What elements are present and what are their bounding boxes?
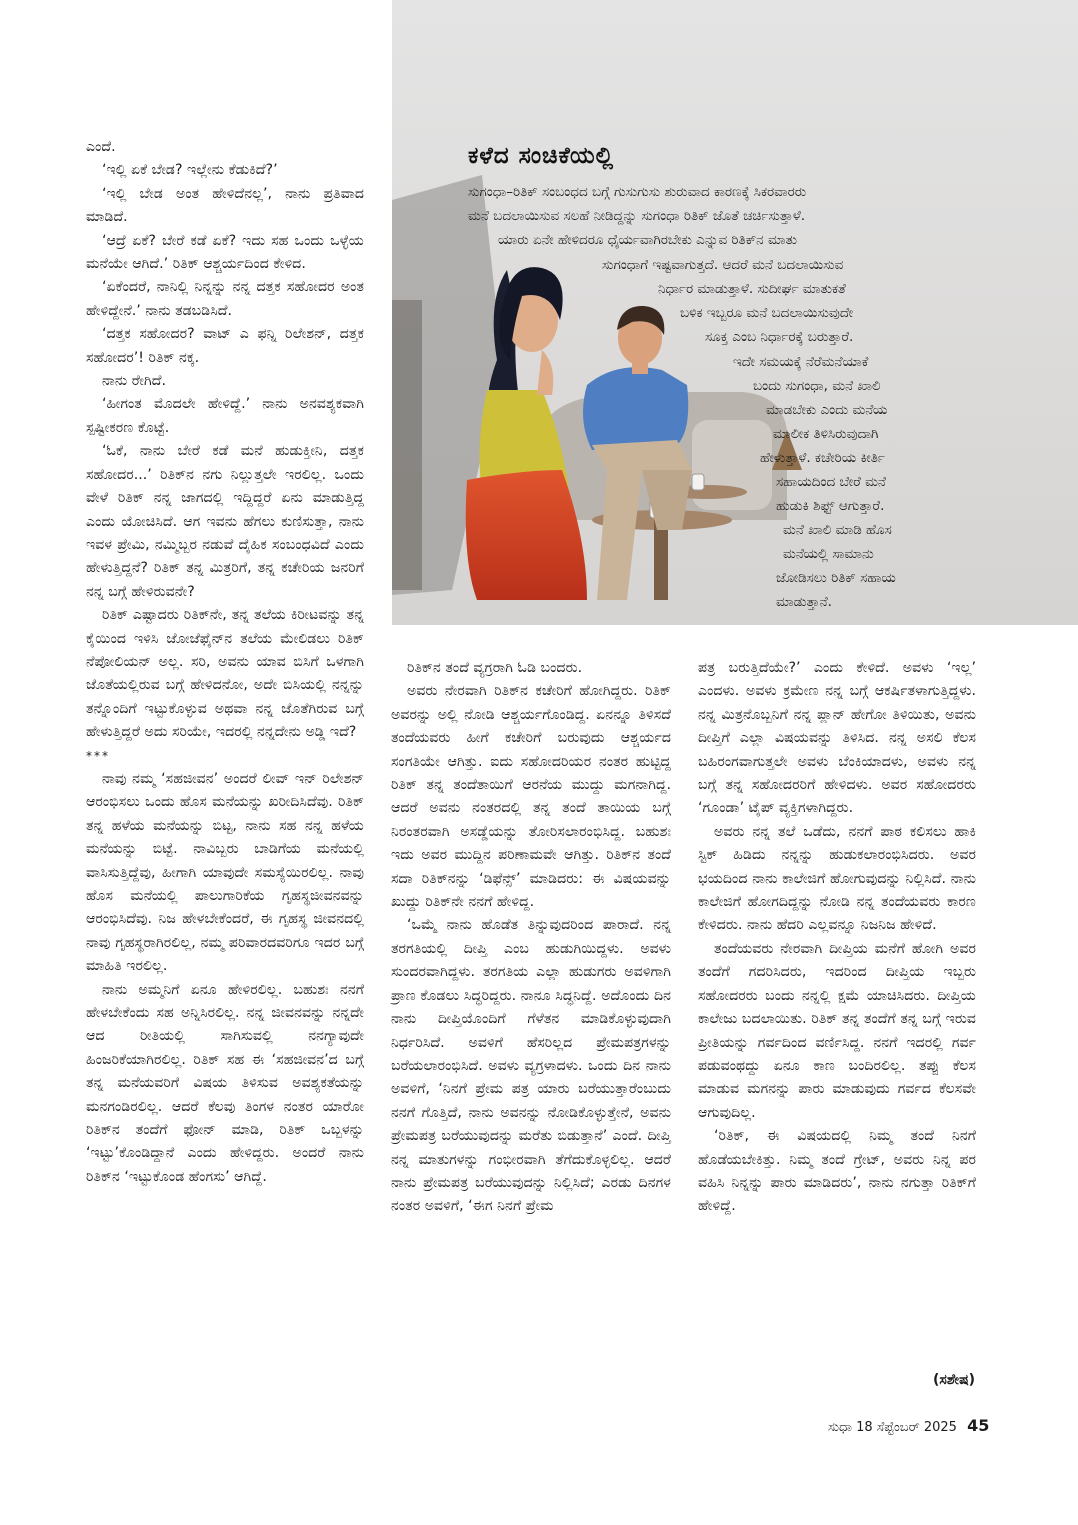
paragraph: ಪತ್ರ ಬರುತ್ತಿದೆಯೇ?’ ಎಂದು ಕೇಳಿದೆ. ಅವಳು ‘ಇಲ್ಲ’ ಎಂದಳು. ಅವಳು ಕ್ರಮೇಣ ನನ್ನ ಬಗ್ಗೆ ಆಕರ್ಷಿತಳಾಗುತ್ತಿದ್ದಳು. ನನ್ನ ಮಿತ್ರನೊಬ್ಬನಿಗೆ ನನ್ನ ಪ್ಲಾನ್ ಹೇಗೋ ತಿಳಿಯಿತು, ಅವನು ದೀಪ್ತಿಗೆ ಎಲ್ಲಾ ವಿಷಯವನ್ನು ತಿಳಿಸಿದ. ನನ್ನ ಅಸಲಿ ಕೆಲಸ ಬಹಿರಂಗವಾಗುತ್ತಲೇ ಅವಳು ಬೆಂಕಿಯಾದಳು, ಅವಳು ನನ್ನ ಬಗ್ಗೆ ತನ್ನ ಸಹೋದರರಿಗೆ ಹೇಳಿದಳು. ಅವರ ಸಹೋದರರು ‘ಗೂಂಡಾ’ ಟೈಪ್ ವ್ಯಕ್ತಿಗಳಾಗಿದ್ದರು.: [698, 660, 976, 817]
paragraph: ಅವರು ನೇರವಾಗಿ ರಿತಿಕ್‌ನ ಕಚೇರಿಗೆ ಹೋಗಿದ್ದರು. ರಿತಿಕ್ ಅವರನ್ನು ಅಲ್ಲಿ ನೋಡಿ ಆಶ್ಚರ್ಯಗೊಂಡಿದ್ದ. ಏನನ್ನೂ ತಿಳಿಸದೆ ತಂದೆಯವರು ಹೀಗೆ ಕಚೇರಿಗೆ ಬರುವುದು ಆಶ್ಚರ್ಯದ ಸಂಗತಿಯೇ ಆಗಿತ್ತು. ಐದು ಸಹೋದರಿಯರ ನಂತರ ಹುಟ್ಟಿದ್ದ ರಿತಿಕ್ ತನ್ನ ತಂದೆತಾಯಿಗೆ ಆರನೆಯ ಮುದ್ದು ಮಗನಾಗಿದ್ದ. ಆದರೆ ಅವನು ನಂತರದಲ್ಲಿ ತನ್ನ ತಂದೆ ತಾಯಿಯ ಬಗ್ಗೆ ನಿರಂತರವಾಗಿ ಅಸಡ್ಡೆಯನ್ನು ತೋರಿಸಲಾರಂಭಿಸಿದ್ದ. ಬಹುಶಃ ಇದು ಅವರ ಮುದ್ದಿನ ಪರಿಣಾಮವೇ ಆಗಿತ್ತು. ರಿತಿಕ್‌ನ ತಂದೆ ಸದಾ ರಿತಿಕ್‌ನನ್ನು ‘ಡಿಫೆನ್ಸ್’ ಮಾಡಿದರು: ಈ ವಿಷಯವನ್ನು ಖುದ್ದು ರಿತಿಕ್‌ನೇ ನನಗೆ ಹೇಳಿದ್ದ.: [391, 683, 671, 911]
paragraph: ‘ದತ್ತಕ ಸಹೋದರ? ವಾಟ್ ಎ ಫನ್ನಿ ರಿಲೇಶನ್, ದತ್ತಕ ಸಹೋದರ’! ರಿತಿಕ್ ನಕ್ಕ.: [86, 326, 364, 366]
summary-line: ಬಳಿಕ ಇಬ್ಬರೂ ಮನೆ ಬದಲಾಯಿಸುವುದೇ: [680, 305, 854, 321]
paragraph: ರಿತಿಕ್‌ನ ತಂದೆ ವ್ಯಗ್ರರಾಗಿ ಓಡಿ ಬಂದರು.: [407, 660, 583, 676]
paragraph: ‘ಹೀಗಂತ ಮೊದಲೇ ಹೇಳಿದ್ದೆ.’ ನಾನು ಅನವಶ್ಯಕವಾಗಿ ಸ್ಪಷ್ಟೀಕರಣ ಕೊಟ್ಟೆ.: [86, 396, 364, 436]
summary-line: ಸುಗಂಧಾ–ರಿತಿಕ್ ಸಂಬಂಧದ ಬಗ್ಗೆ ಗುಸುಗುಸು ಶುರುವಾದ ಕಾರಣಕ್ಕೆ ಸಿಕರವಾರರು: [468, 184, 807, 200]
paragraph: ‘ರಿತಿಕ್, ಈ ವಿಷಯದಲ್ಲಿ ನಿಮ್ಮ ತಂದೆ ನಿನಗೆ ಹೊಡೆಯಬೇಕಿತ್ತು. ನಿಮ್ಮ ತಂದೆ ಗ್ರೇಟ್, ಅವರು ನಿನ್ನ ಪರ ವಹಿಸಿ ನಿನ್ನನ್ನು ಪಾರು ಮಾಡಿದರು’, ನಾನು ನಗುತ್ತಾ ರಿತಿಕ್‌ಗೆ ಹೇಳಿದ್ದೆ.: [698, 1128, 976, 1215]
article-column-1: [86, 136, 364, 1189]
summary-line: ಮಾಡಬೇಕು ಎಂದು ಮನೆಯ: [766, 402, 888, 418]
paragraph: ‘ಇಲ್ಲಿ ಬೇಡ ಅಂತ ಹೇಳಿದೆನಲ್ಲ’, ನಾನು ಪ್ರತಿವಾದ ಮಾಡಿದೆ.: [86, 185, 364, 226]
paragraph: ನಾವು ನಮ್ಮ ‘ಸಹಜೀವನ’ ಅಂದರೆ ಲೀವ್ ಇನ್ ರಿಲೇಶನ್ ಆರಂಭಿಸಲು ಒಂದು ಹೊಸ ಮನೆಯನ್ನು ಖರೀದಿಸಿದೆವು. ರಿತಿಕ್ ತನ್ನ ಹಳೆಯ ಮನೆಯನ್ನು ಬಿಟ್ಟ, ನಾನು ಸಹ ನನ್ನ ಹಳೆಯ ಮನೆಯನ್ನು ಬಿಟ್ಟೆ. ನಾವಿಬ್ಬರು ಬಾಡಿಗೆಯ ಮನೆಯಲ್ಲಿ ವಾಸಿಸುತ್ತಿದ್ದೆವು, ಹೀಗಾಗಿ ಯಾವುದೇ ಸಮಸ್ಯೆಯಿರಲಿಲ್ಲ. ನಾವು ಹೊಸ ಮನೆಯಲ್ಲಿ ಪಾಲುಗಾರಿಕೆಯ ಗೃಹಸ್ಥಜೀವನವನ್ನು ಆರಂಭಿಸಿದೆವು. ನಿಜ ಹೇಳಬೇಕೆಂದರೆ, ಈ ಗೃಹಸ್ಥ ಜೀವನದಲ್ಲಿ ನಾವು ಗೃಹಸ್ಥರಾಗಿರಲಿಲ್ಲ, ನಮ್ಮ ಪರಿವಾರದವರಿಗೂ ಇದರ ಬಗ್ಗೆ ಮಾಹಿತಿ ಇರಲಿಲ್ಲ.: [86, 770, 364, 975]
summary-line: ಮಾಲೀಕ ತಿಳಿಸಿರುವುದಾಗಿ: [773, 426, 879, 442]
paragraph: ‘ಆದ್ರೆ ಏಕೆ? ಬೇರೆ ಕಡೆ ಏಕೆ? ಇದು ಸಹ ಒಂದು ಒಳ್ಳೆಯ ಮನೆಯೇ ಆಗಿದೆ.’ ರಿತಿಕ್ ಆಶ್ಚರ್ಯದಿಂದ ಕೇಳಿದ.: [86, 232, 364, 273]
summary-line: ಸಹಾಯದಿಂದ ಬೇರೆ ಮನೆ: [776, 474, 886, 490]
summary-line: ನಿರ್ಧಾರ ಮಾಡುತ್ತಾಳೆ. ಸುದೀರ್ಘ ಮಾತುಕತೆ: [658, 281, 846, 297]
summary-line: ಮನೆ ಖಾಲಿ ಮಾಡಿ ಹೊಸ: [783, 522, 892, 538]
paragraph: ಎಂದೆ.: [86, 139, 116, 155]
paragraph: ನಾನು ರೇಗಿದೆ.: [102, 373, 166, 390]
article-column-2: [391, 657, 671, 1219]
recap-title: ಕಳೆದ ಸಂಚಿಕೆಯಲ್ಲಿ: [468, 143, 615, 169]
summary-line: ಇದೇ ಸಮಯಕ್ಕೆ ನೆರೆಮನೆಯಾಕೆ: [733, 354, 869, 370]
paragraph: ರಿತಿಕ್ ಎಷ್ಟಾದರು ರಿತಿಕ್‌ನೇ, ತನ್ನ ತಲೆಯ ಕಿರೀಟವನ್ನು ತನ್ನ ಕೈಯಿಂದ ಇಳಿಸಿ ಜೋಜೆಫೈನ್‌ನ ತಲೆಯ ಮೇಲಿಡಲು ರಿತಿಕ್ ನೆಪೋಲಿಯನ್ ಅಲ್ಲ. ಸರಿ, ಅವನು ಯಾವ ಬಿಸಿಗೆ ಒಳಗಾಗಿ ಜೊತೆಯಲ್ಲಿರುವ ಬಗ್ಗೆ ಹೇಳಿದನೋ, ಅದೇ ಬಿಸಿಯಲ್ಲಿ ನನ್ನನ್ನು ತನ್ನೊಂದಿಗೆ ಇಟ್ಟುಕೊಳ್ಳುವ ಅಥವಾ ನನ್ನ ಜೊತೆಗಿರುವ ಬಗ್ಗೆ ಹೇಳುತ್ತಿದ್ದರೆ ಅದು ಸರಿಯೇ, ಇದರಲ್ಲಿ ನನ್ನದೇನು ಅಡ್ಡಿ ಇದೆ?: [86, 607, 364, 741]
paragraph: ‘ಒಮ್ಮೆ ನಾನು ಹೊಡೆತ ತಿನ್ನುವುದರಿಂದ ಪಾರಾದೆ. ನನ್ನ ತರಗತಿಯಲ್ಲಿ ದೀಪ್ತಿ ಎಂಬ ಹುಡುಗಿಯಿದ್ದಳು. ಅವಳು ಸುಂದರವಾಗಿದ್ದಳು. ತರಗತಿಯ ಎಲ್ಲಾ ಹುಡುಗರು ಅವಳಿಗಾಗಿ ಪ್ರಾಣ ಕೊಡಲು ಸಿದ್ಧರಿದ್ದರು. ನಾನೂ ಸಿದ್ಧನಿದ್ದೆ. ಅದೊಂದು ದಿನ ನಾನು ದೀಪ್ತಿಯೊಂದಿಗೆ ಗೆಳೆತನ ಮಾಡಿಕೊಳ್ಳುವುದಾಗಿ ನಿರ್ಧರಿಸಿದೆ. ಅವಳಿಗೆ ಹೆಸರಿಲ್ಲದ ಪ್ರೇಮಪತ್ರಗಳನ್ನು ಬರೆಯಲಾರಂಭಿಸಿದೆ. ಅವಳು ವ್ಯಗ್ರಳಾದಳು. ಒಂದು ದಿನ ನಾನು ಅವಳಿಗೆ, ‘ನಿನಗೆ ಪ್ರೇಮ ಪತ್ರ ಯಾರು ಬರೆಯುತ್ತಾರೆಂಬುದು ನನಗೆ ಗೊತ್ತಿದೆ, ನಾನು ಅವನನ್ನು ನೋಡಿಕೊಳ್ಳುತ್ತೇನೆ, ಅವನು ಪ್ರೇಮಪತ್ರ ಬರೆಯುವುದನ್ನು ಮರೆತು ಬಿಡುತ್ತಾನೆ’ ಎಂದೆ. ದೀಪ್ತಿ ನನ್ನ ಮಾತುಗಳನ್ನು ಗಂಭೀರವಾಗಿ ತೆಗೆದುಕೊಳ್ಳಲಿಲ್ಲ. ಆದರೆ ನಾನು ಪ್ರೇಮಪತ್ರ ಬರೆಯುವುದನ್ನು ನಿಲ್ಲಿಸಿದೆ; ಎರಡು ದಿನಗಳ ನಂತರ ಅವಳಿಗೆ, ‘ಈಗ ನಿನಗೆ ಪ್ರೇಮ: [391, 917, 671, 1215]
summary-line: ಮಾಡುತ್ತಾನೆ.: [776, 594, 832, 610]
summary-line: ಸುಗಂಧಾಗೆ ಇಷ್ಟವಾಗುತ್ತದೆ. ಆದರೆ ಮನೆ ಬದಲಾಯಿಸುವ: [602, 257, 844, 273]
summary-line: ಹುಡುಕಿ ಶಿಫ್ಟ್ ಆಗುತ್ತಾರೆ.: [776, 498, 885, 514]
summary-line: ಮನೆಯಲ್ಲಿ ಸಾಮಾನು: [783, 546, 874, 562]
page-number: 45: [967, 1416, 990, 1435]
summary-line: ಸೂಕ್ತ ಎಂಬ ನಿರ್ಧಾರಕ್ಕೆ ಬರುತ್ತಾರೆ.: [705, 329, 854, 345]
article-column-3: [698, 657, 976, 1219]
paragraph: ಅವರು ನನ್ನ ತಲೆ ಒಡೆದು, ನನಗೆ ಪಾಠ ಕಲಿಸಲು ಹಾಕಿ ಸ್ಟಿಕ್ ಹಿಡಿದು ನನ್ನನ್ನು ಹುಡುಕಲಾರಂಭಿಸಿದರು. ಅವರ ಭಯದಿಂದ ನಾನು ಕಾಲೇಜಿಗೆ ಹೋಗುವುದನ್ನು ನಿಲ್ಲಿಸಿದೆ. ನಾನು ಕಾಲೇಜಿಗೆ ಹೋಗದಿದ್ದನ್ನು ನೋಡಿ ನನ್ನ ತಂದೆಯವರು ಕಾರಣ ಕೇಳಿದರು. ನಾನು ಹೆದರಿ ಎಲ್ಲವನ್ನೂ ನಿಜನಿಜ ಹೇಳಿದೆ.: [698, 823, 976, 934]
paragraph: ತಂದೆಯವರು ನೇರವಾಗಿ ದೀಪ್ತಿಯ ಮನೆಗೆ ಹೋಗಿ ಅವರ ತಂದೆಗೆ ಗದರಿಸಿದರು, ಇದರಿಂದ ದೀಪ್ತಿಯ ಇಬ್ಬರು ಸಹೋದರರು ಬಂದು ನನ್ನಲ್ಲಿ ಕ್ಷಮೆ ಯಾಚಿಸಿದರು. ದೀಪ್ತಿಯ ಕಾಲೇಜು ಬದಲಾಯಿತು. ರಿತಿಕ್ ತನ್ನ ತಂದೆಗೆ ತನ್ನ ಬಗ್ಗೆ ಇರುವ ಪ್ರೀತಿಯನ್ನು ಗರ್ವದಿಂದ ವರ್ಣಿಸಿದ್ದ. ನನಗೆ ಇದರಲ್ಲಿ ಗರ್ವ ಪಡುವಂಥದ್ದು ಏನೂ ಕಾಣ ಬಂದಿರಲಿಲ್ಲ. ತಪ್ಪು ಕೆಲಸ ಮಾಡುವ ಮಗನನ್ನು ಪಾರು ಮಾಡುವುದು ಗರ್ವದ ಕೆಲಸವೇ ಆಗುವುದಿಲ್ಲ.: [698, 940, 976, 1121]
tea-cup-small: [692, 474, 704, 490]
illustration-panel: [392, 0, 1078, 625]
page-footer: [828, 1416, 989, 1435]
magazine-issue: ಸುಧಾ 18 ಸೆಪ್ಟೆಂಬರ್ 2025: [828, 1420, 957, 1435]
summary-line: ಜೋಡಿಸಲು ರಿತಿಕ್ ಸಹಾಯ: [776, 570, 896, 586]
summary-line: ಬಂದು ಸುಗಂಧಾ, ಮನೆ ಖಾಲಿ: [753, 378, 881, 394]
paragraph: ನಾನು ಅಮ್ಮನಿಗೆ ಏನೂ ಹೇಳಿರಲಿಲ್ಲ. ಬಹುಶಃ ನನಗೆ ಹೇಳಬೇಕೆಂದು ಸಹ ಅನ್ನಿಸಿರಲಿಲ್ಲ. ನನ್ನ ಜೀವನವನ್ನು ನನ್ನದೇ ಆದ ರೀತಿಯಲ್ಲಿ ಸಾಗಿಸುವಲ್ಲಿ ನನಗ್ಯಾವುದೇ ಹಿಂಜರಿಕೆಯಾಗಿರಲಿಲ್ಲ. ರಿತಿಕ್ ಸಹ ಈ ‘ಸಹಜೀವನ’ದ ಬಗ್ಗೆ ತನ್ನ ಮನೆಯವರಿಗೆ ವಿಷಯ ತಿಳಿಸುವ ಅವಶ್ಯಕತೆಯನ್ನು ಮನಗಂಡಿರಲಿಲ್ಲ. ಆದರೆ ಕೆಲವು ತಿಂಗಳ ನಂತರ ಯಾರೋ ರಿತಿಕ್‌ನ ತಂದೆಗೆ ಫೋನ್ ಮಾಡಿ, ರಿತಿಕ್ ಒಬ್ಬಳನ್ನು ‘ಇಟ್ಟು’ಕೊಂಡಿದ್ದಾನೆ ಎಂದು ಹೇಳಿದ್ದರು. ಅಂದರೆ ನಾನು ರಿತಿಕ್‌ನ ‘ಇಟ್ಟುಕೊಂಡ ಹೆಂಗಸು’ ಆಗಿದ್ದೆ.: [86, 981, 364, 1185]
paragraph: ‘ಏಕೆಂದರೆ, ನಾನಿಲ್ಲಿ ನಿನ್ನನ್ನು ನನ್ನ ದತ್ತಕ ಸಹೋದರ ಅಂತ ಹೇಳಿದ್ದೇನೆ.’ ನಾನು ತಡಬಡಿಸಿದೆ.: [86, 279, 364, 319]
summary-line: ಹೇಳುತ್ತಾಳೆ. ಕಚೇರಿಯ ಕೀರ್ತಿ: [760, 450, 885, 466]
summary-line: ಮನೆ ಬದಲಾಯಿಸುವ ಸಲಹೆ ನೀಡಿದ್ದನ್ನು ಸುಗಂಧಾ ರಿತಿಕ್ ಜೊತೆ ಚರ್ಚಿಸುತ್ತಾಳೆ.: [468, 208, 806, 224]
summary-line: ಯಾರು ಏನೇ ಹೇಳಿದರೂ ಧೈರ್ಯವಾಗಿರಬೇಕು ಎನ್ನುವ ರಿತಿಕ್‌ನ ಮಾತು: [498, 232, 798, 248]
section-break: ***: [86, 748, 110, 763]
table-leg: [654, 520, 668, 600]
paragraph: ‘ಇಲ್ಲಿ ಏಕೆ ಬೇಡ? ಇಲ್ಲೇನು ಕೆಡುಕಿದೆ?’: [102, 162, 278, 179]
story-illustration: [392, 0, 1078, 625]
bookshelf: [392, 300, 422, 590]
paragraph: ‘ಓಕೆ, ನಾನು ಬೇರೆ ಕಡೆ ಮನೆ ಹುಡುಕ್ತೀನಿ, ದತ್ತಕ ಸಹೋದರ...’ ರಿತಿಕ್‌ನ ನಗು ನಿಲ್ಲುತ್ತಲೇ ಇರಲಿಲ್ಲ. ಒಂದು ವೇಳೆ ರಿತಿಕ್ ನನ್ನ ಜಾಗದಲ್ಲಿ ಇದ್ದಿದ್ದರೆ ಏನು ಮಾಡುತ್ತಿದ್ದ ಎಂದು ಯೋಚಿಸಿದೆ. ಆಗ ಇವನು ಹೆಗಲು ಕುಣಿಸುತ್ತಾ, ನಾನು ಇವಳ ಪ್ರೇಮಿ, ನಮ್ಮಿಬ್ಬರ ನಡುವೆ ದೈಹಿಕ ಸಂಬಂಧವಿದೆ ಎಂದು ಹೇಳುತ್ತಿದ್ದನೆ? ರಿತಿಕ್ ತನ್ನ ಮಿತ್ರರಿಗೆ, ತನ್ನ ಕಚೇರಿಯ ಜನರಿಗೆ ನನ್ನ ಬಗ್ಗೆ ಹೇಳಿರುವನೇ?: [86, 443, 364, 600]
to-be-continued: (ಸಶೇಷ): [932, 1372, 975, 1388]
